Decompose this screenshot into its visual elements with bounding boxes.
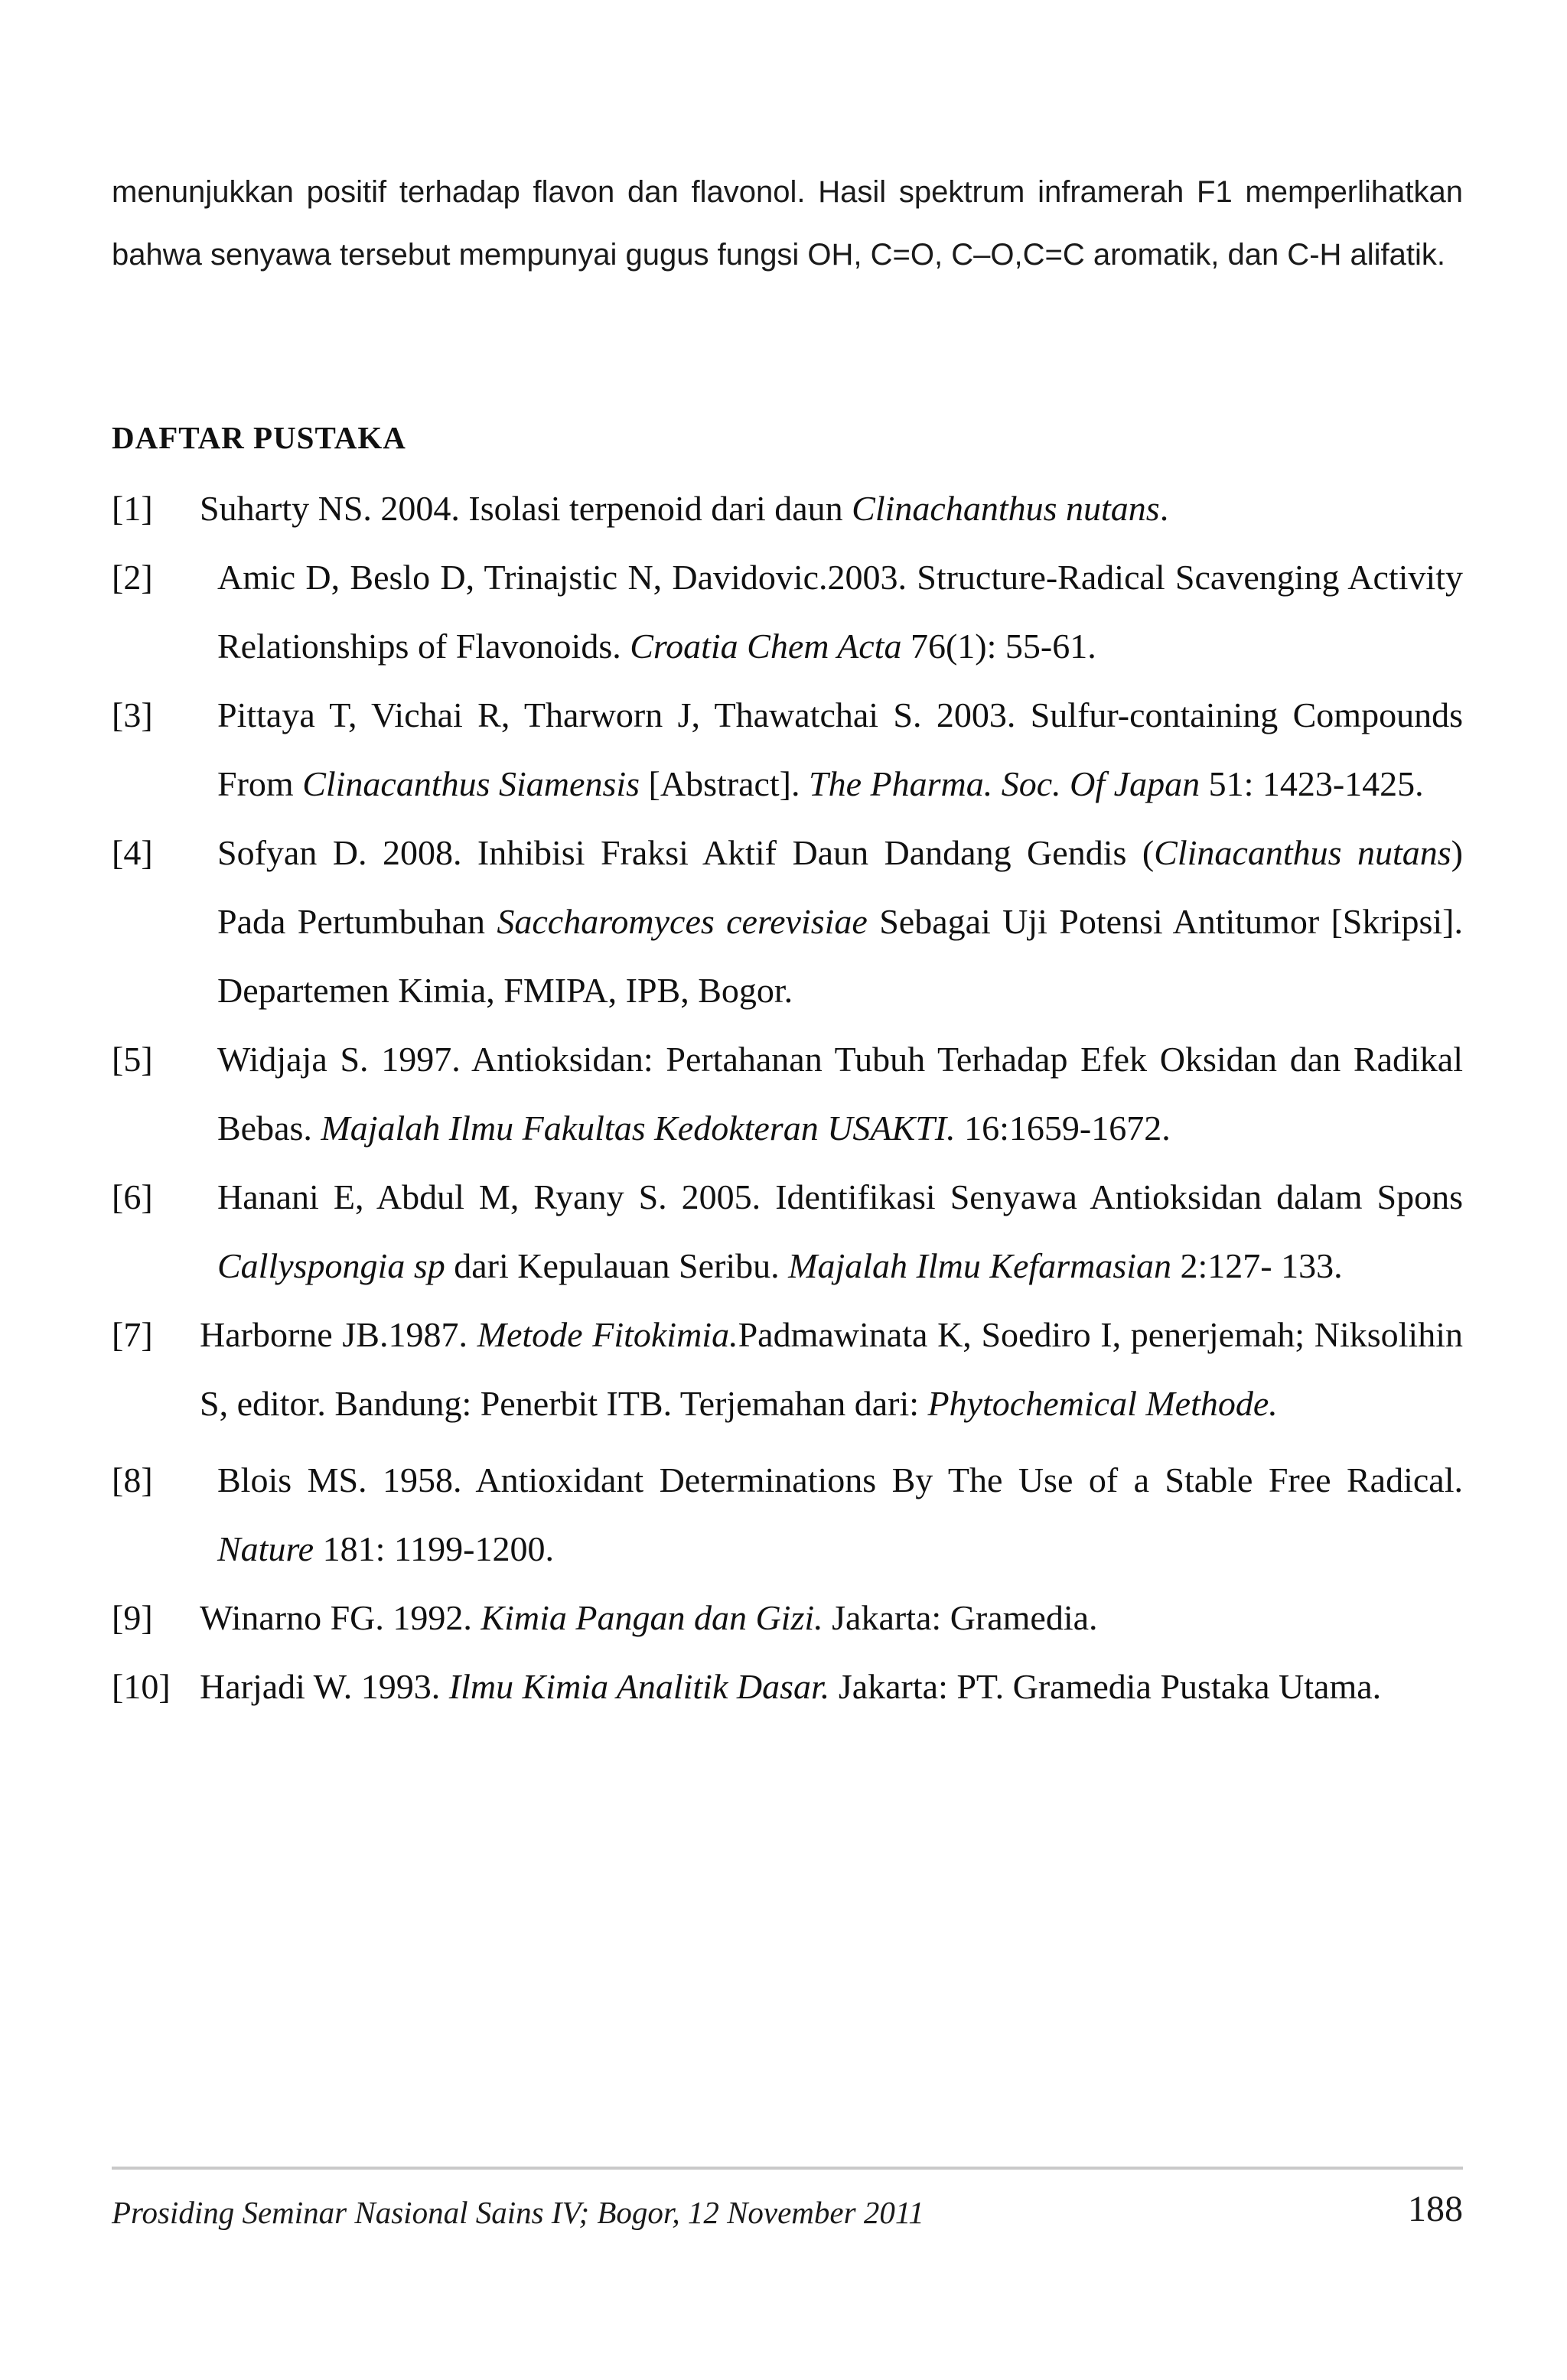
reference-item-4: [4] Sofyan D. 2008. Inhibisi Fraksi Aktif Daun Dandang Gendis (Clinacanthus nutans) Pada Pertumbuhan Saccharomyces cerevisiae Sebagai Uji Potensi Antitumor [Skripsi]. Departemen Kimia, FMIPA, IPB, Bogor. — [112, 819, 1463, 1025]
reference-number: [7] — [112, 1315, 153, 1354]
reference-number: [3] — [112, 695, 153, 734]
reference-item-2: [2] Amic D, Beslo D, Trinajstic N, Davidovic.2003. Structure-Radical Scavenging Activity Relationships of Flavonoids. Croatia Chem Acta 76(1): 55-61. — [112, 543, 1463, 681]
intro-paragraph: menunjukkan positif terhadap flavon dan flavonol. Hasil spektrum inframerah F1 memperlihatkan bahwa senyawa tersebut mempunyai gugus fungsi OH, C=O, C–O,C=C aromatik, dan C-H alifatik. — [112, 175, 1463, 272]
reference-number: [5] — [112, 1040, 153, 1079]
reference-item-9: [9] Winarno FG. 1992. Kimia Pangan dan Gizi. Jakarta: Gramedia. — [112, 1584, 1463, 1652]
reference-item-10: [10] Harjadi W. 1993. Ilmu Kimia Analitik Dasar. Jakarta: PT. Gramedia Pustaka Utama. — [112, 1652, 1463, 1721]
reference-item-1: [1] Suharty NS. 2004. Isolasi terpenoid dari daun Clinachanthus nutans. — [112, 474, 1463, 543]
reference-list — [112, 474, 1463, 1721]
reference-number: [10] — [112, 1667, 171, 1706]
reference-item-5: [5] Widjaja S. 1997. Antioksidan: Pertahanan Tubuh Terhadap Efek Oksidan dan Radikal Bebas. Majalah Ilmu Fakultas Kedokteran USAKTI. 16:1659-1672. — [112, 1025, 1463, 1163]
footer-divider — [112, 2167, 1463, 2170]
reference-number: [4] — [112, 833, 153, 872]
reference-number: [2] — [112, 558, 153, 597]
page-number: 188 — [1408, 2189, 1463, 2229]
reference-item-6: [6] Hanani E, Abdul M, Ryany S. 2005. Identifikasi Senyawa Antioksidan dalam Spons Callyspongia sp dari Kepulauan Seribu. Majalah Ilmu Kefarmasian 2:127- 133. — [112, 1163, 1463, 1301]
reference-number: [9] — [112, 1598, 153, 1637]
reference-item-3: [3] Pittaya T, Vichai R, Tharworn J, Thawatchai S. 2003. Sulfur-containing Compounds From Clinacanthus Siamensis [Abstract]. The Pharma. Soc. Of Japan 51: 1423-1425. — [112, 681, 1463, 819]
reference-number: [6] — [112, 1177, 153, 1216]
references-heading: DAFTAR PUSTAKA — [112, 420, 406, 455]
reference-item-7: [7] Harborne JB.1987. Metode Fitokimia.Padmawinata K, Soediro I, penerjemah; Niksolihin S, editor. Bandung: Penerbit ITB. Terjemahan dari: Phytochemical Methode. — [112, 1301, 1463, 1438]
reference-item-8: [8] Blois MS. 1958. Antioxidant Determinations By The Use of a Stable Free Radical. Nature 181: 1199-1200. — [112, 1446, 1463, 1584]
reference-number: [8] — [112, 1460, 153, 1499]
footer-proceedings-title: Prosiding Seminar Nasional Sains IV; Bogor, 12 November 2011 — [112, 2195, 924, 2230]
reference-number: [1] — [112, 489, 153, 528]
